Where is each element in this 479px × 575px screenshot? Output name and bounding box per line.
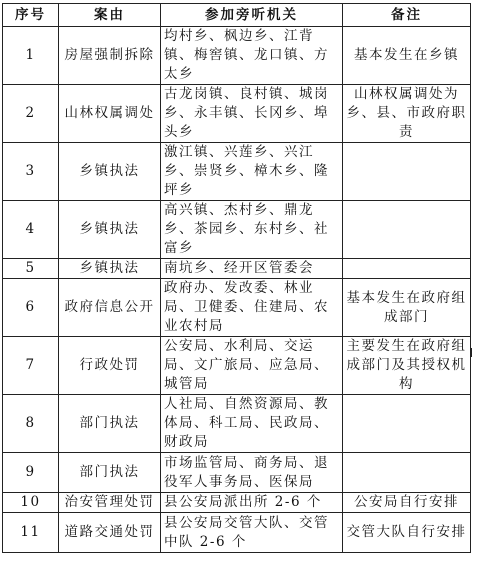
row-number: 10	[3, 493, 59, 513]
row-case: 乡镇执法	[59, 201, 161, 259]
table-row	[3, 201, 471, 259]
row-note	[343, 453, 471, 493]
row-number: 4	[3, 201, 59, 259]
table-row	[3, 493, 471, 513]
table-row	[3, 259, 471, 279]
row-case: 部门执法	[59, 453, 161, 493]
row-number: 9	[3, 453, 59, 493]
header-cell-note: 备注	[343, 4, 471, 27]
row-orgs: 政府办、发改委、林业局、卫健委、住建局、农业农村局	[161, 279, 343, 337]
row-orgs: 南坑乡、经开区管委会	[161, 259, 343, 279]
row-number: 2	[3, 85, 59, 143]
row-note	[343, 259, 471, 279]
table-row	[3, 143, 471, 201]
row-case: 山林权属调处	[59, 85, 161, 143]
row-note	[343, 395, 471, 453]
row-note: 公安局自行安排	[343, 493, 471, 513]
row-note	[343, 143, 471, 201]
row-case: 房屋强制拆除	[59, 27, 161, 85]
table-row	[3, 27, 471, 85]
row-case: 道路交通处罚	[59, 513, 161, 553]
row-case: 乡镇执法	[59, 143, 161, 201]
row-case: 行政处罚	[59, 337, 161, 395]
header-cell-number: 序号	[3, 4, 59, 27]
row-case: 治安管理处罚	[59, 493, 161, 513]
table-row	[3, 453, 471, 493]
row-orgs: 高兴镇、杰村乡、鼎龙乡、茶园乡、东村乡、社富乡	[161, 201, 343, 259]
row-orgs: 古龙岗镇、良村镇、城岗乡、永丰镇、长冈乡、埠头乡	[161, 85, 343, 143]
table-row	[3, 279, 471, 337]
row-note: 主要发生在政府组成部门及其授权机构	[343, 337, 471, 395]
table-row	[3, 513, 471, 553]
row-number: 7	[3, 337, 59, 395]
row-number: 1	[3, 27, 59, 85]
header-cell-case: 案由	[59, 4, 161, 27]
row-orgs: 市场监管局、商务局、退役军人事务局、医保局	[161, 453, 343, 493]
header-cell-orgs: 参加旁听机关	[161, 4, 343, 27]
row-note: 基本发生在政府组成部门	[343, 279, 471, 337]
row-orgs: 县公安局交管大队、交管中队 2-6 个	[161, 513, 343, 553]
table-row	[3, 395, 471, 453]
row-orgs: 激江镇、兴莲乡、兴江乡、崇贤乡、樟木乡、隆坪乡	[161, 143, 343, 201]
row-orgs: 均村乡、枫边乡、江背镇、梅窖镇、龙口镇、方太乡	[161, 27, 343, 85]
table-header-row	[3, 4, 471, 27]
table-row	[3, 337, 471, 395]
row-case: 政府信息公开	[59, 279, 161, 337]
row-note	[343, 201, 471, 259]
row-number: 8	[3, 395, 59, 453]
row-orgs: 人社局、自然资源局、教体局、科工局、民政局、财政局	[161, 395, 343, 453]
row-number: 6	[3, 279, 59, 337]
row-number: 5	[3, 259, 59, 279]
row-case: 部门执法	[59, 395, 161, 453]
row-orgs: 公安局、水利局、交运局、文广旅局、应急局、城管局	[161, 337, 343, 395]
row-note: 交管大队自行安排	[343, 513, 471, 553]
row-number: 11	[3, 513, 59, 553]
row-case: 乡镇执法	[59, 259, 161, 279]
row-number: 3	[3, 143, 59, 201]
row-note: 基本发生在乡镇	[343, 27, 471, 85]
table-row	[3, 85, 471, 143]
row-orgs: 县公安局派出所 2-6 个	[161, 493, 343, 513]
row-note: 山林权属调处为乡、县、市政府职责	[343, 85, 471, 143]
hearing-schedule-table	[2, 3, 471, 553]
margin-tick-mark	[471, 348, 472, 357]
